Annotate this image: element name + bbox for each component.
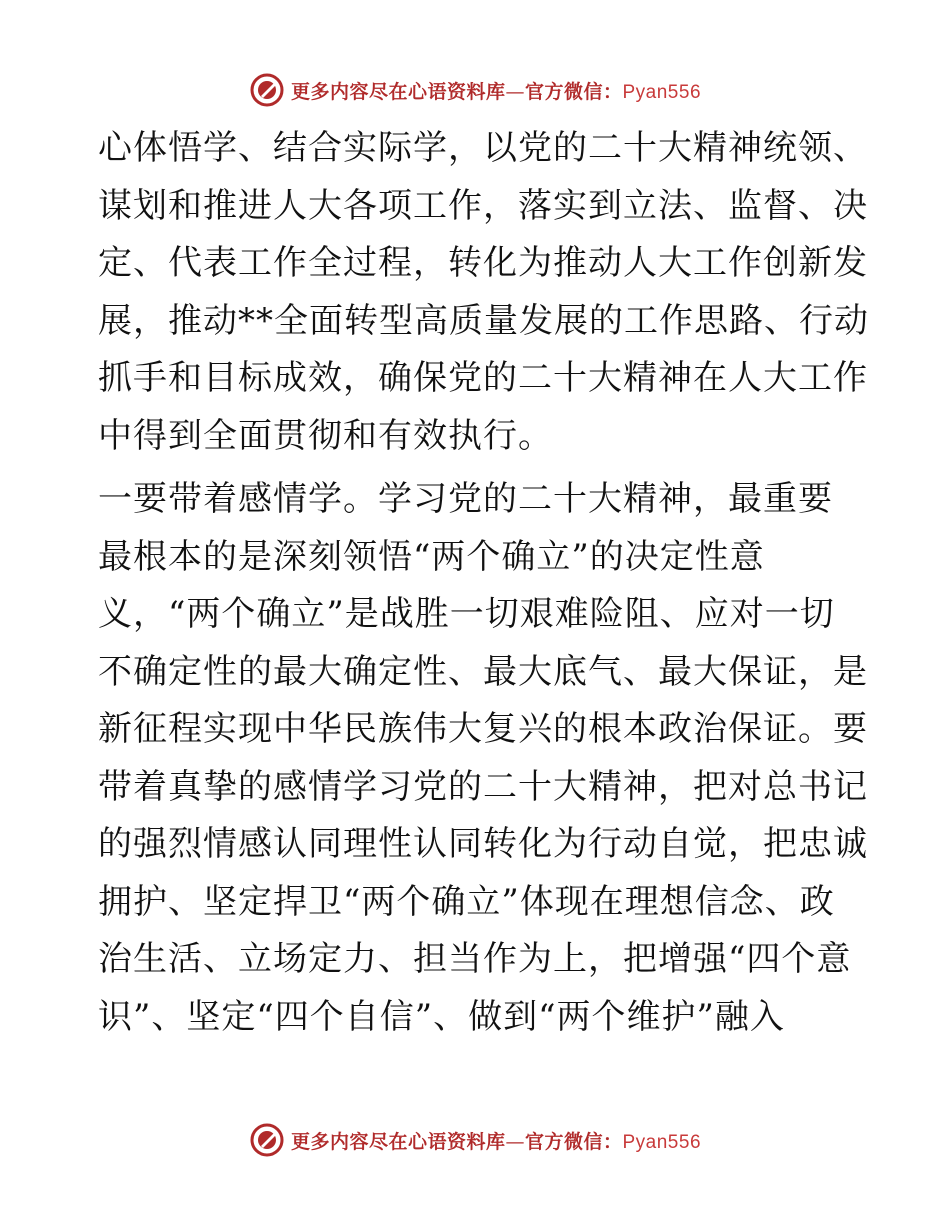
text-line: 定、代表工作全过程，转化为推动人大工作创新发 [98, 243, 868, 283]
text-line: 的强烈情感认同理性认同转化为行动自觉，把忠诚 [98, 824, 868, 864]
header-separator: — [505, 80, 525, 103]
text-line: 心体悟学、结合实际学，以党的二十大精神统领、 [98, 128, 868, 168]
text-line: 抓手和目标成效，确保党的二十大精神在人大工作 [98, 358, 868, 398]
pen-logo-icon [249, 1122, 285, 1158]
footer-watermark-text [291, 1127, 701, 1154]
text-line: 识”、坚定“四个自信”、做到“两个维护”融入 [98, 996, 785, 1037]
text-line: 治生活、立场定力、担当作为上，把增强“四个意 [98, 939, 852, 979]
text-line: 义，“两个确立”是战胜一切艰难险阻、应对一切 [98, 594, 835, 634]
text-line: 不确定性的最大确定性、最大底气、最大保证，是 [98, 651, 868, 692]
document-body [98, 120, 869, 1046]
paragraph-1 [98, 120, 869, 465]
text-line: 展，推动**全面转型高质量发展的工作思路、行动 [98, 300, 869, 341]
header-watermark-text [291, 77, 701, 104]
header-brand-text: 更多内容尽在心语资料库 [290, 80, 506, 103]
footer-wechat-handle: Pyan556 [622, 1131, 702, 1153]
text-line: 中得到全面贯彻和有效执行。 [98, 415, 553, 456]
header-wechat-handle: Pyan556 [622, 81, 702, 103]
pen-logo-icon [249, 72, 285, 108]
header-wechat-label: 官方微信： [524, 80, 623, 103]
text-line: 谋划和推进人大各项工作，落实到立法、监督、决 [98, 185, 868, 226]
footer-brand-text: 更多内容尽在心语资料库 [290, 1130, 506, 1153]
paragraph-2 [98, 471, 868, 1046]
header-watermark [0, 68, 950, 112]
text-line: 一要带着感情学。学习党的二十大精神，最重要 [98, 479, 833, 519]
footer-wechat-label: 官方微信： [524, 1130, 623, 1153]
text-line: 带着真挚的感情学习党的二十大精神，把对总书记 [98, 766, 868, 807]
footer-watermark [0, 1118, 950, 1162]
footer-separator: — [505, 1130, 525, 1153]
text-line: 新征程实现中华民族伟大复兴的根本政治保证。要 [98, 709, 868, 749]
text-line: 拥护、坚定捍卫“两个确立”体现在理想信念、政 [98, 881, 835, 922]
text-line: 最根本的是深刻领悟“两个确立”的决定性意 [98, 536, 765, 577]
